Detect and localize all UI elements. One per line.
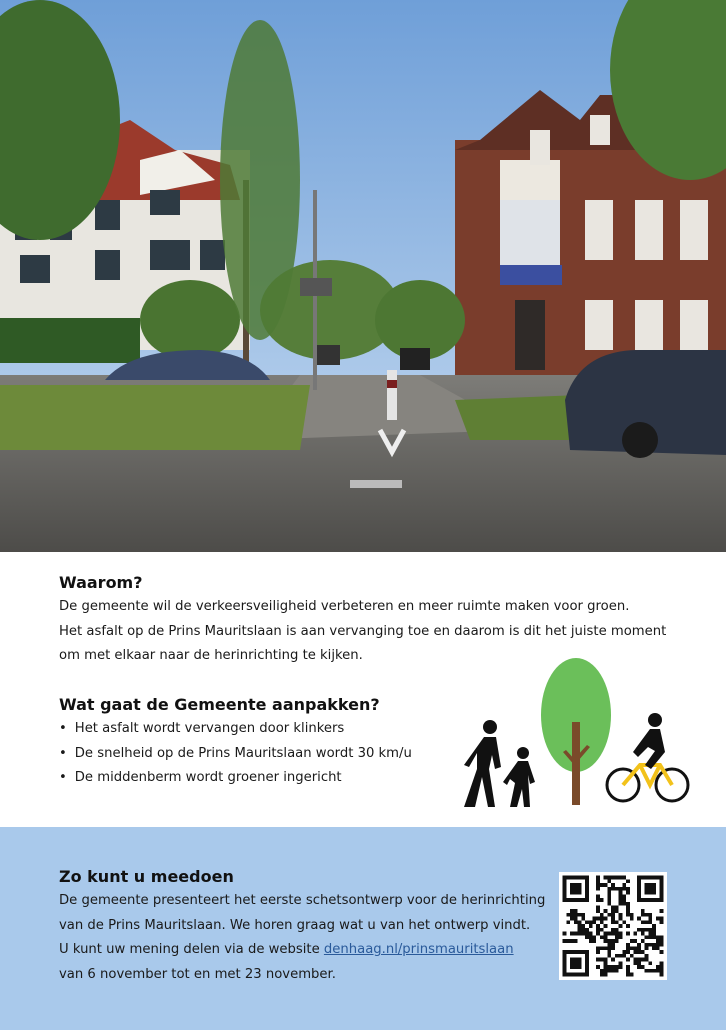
pedestrians-icon [464, 720, 535, 807]
why-heading: Waarom? [59, 573, 143, 592]
participate-heading: Zo kunt u meedoen [59, 867, 234, 886]
participate-line [59, 938, 545, 963]
list-item: • De middenberm wordt groener ingericht [59, 766, 412, 791]
why-section [0, 552, 726, 827]
plan-bullet-list [59, 717, 412, 791]
participate-line: De gemeente presenteert het eerste schetsontwerp voor de herinrichting [59, 893, 546, 908]
why-line: De gemeente wil de verkeersveiligheid verbeteren en meer ruimte maken voor groen. [59, 599, 630, 614]
participate-paragraph [59, 889, 545, 987]
why-line: om met elkaar naar de herinrichting te kijken. [59, 648, 363, 663]
participate-line-prefix: U kunt uw mening delen via de website [59, 942, 324, 957]
qr-code-icon[interactable] [559, 872, 667, 980]
participate-line: van de Prins Mauritslaan. We horen graag wat u van het ontwerp vindt. [59, 917, 531, 933]
website-link[interactable]: denhaag.nl/prinsmauritslaan [323, 942, 514, 957]
tree-icon [541, 658, 611, 805]
participate-section [0, 827, 726, 1030]
illustration [455, 657, 695, 817]
plan-heading: Wat gaat de Gemeente aanpakken? [59, 695, 380, 714]
participate-line: van 6 november tot en met 23 november. [59, 966, 336, 982]
why-line: Het asfalt op de Prins Mauritslaan is aan vervanging toe en daarom is dit het juiste moment [59, 623, 667, 639]
list-item: • De snelheid op de Prins Mauritslaan wordt 30 km/u [59, 742, 412, 767]
list-item: • Het asfalt wordt vervangen door klinkers [59, 717, 412, 742]
cyclist-icon [607, 713, 688, 801]
